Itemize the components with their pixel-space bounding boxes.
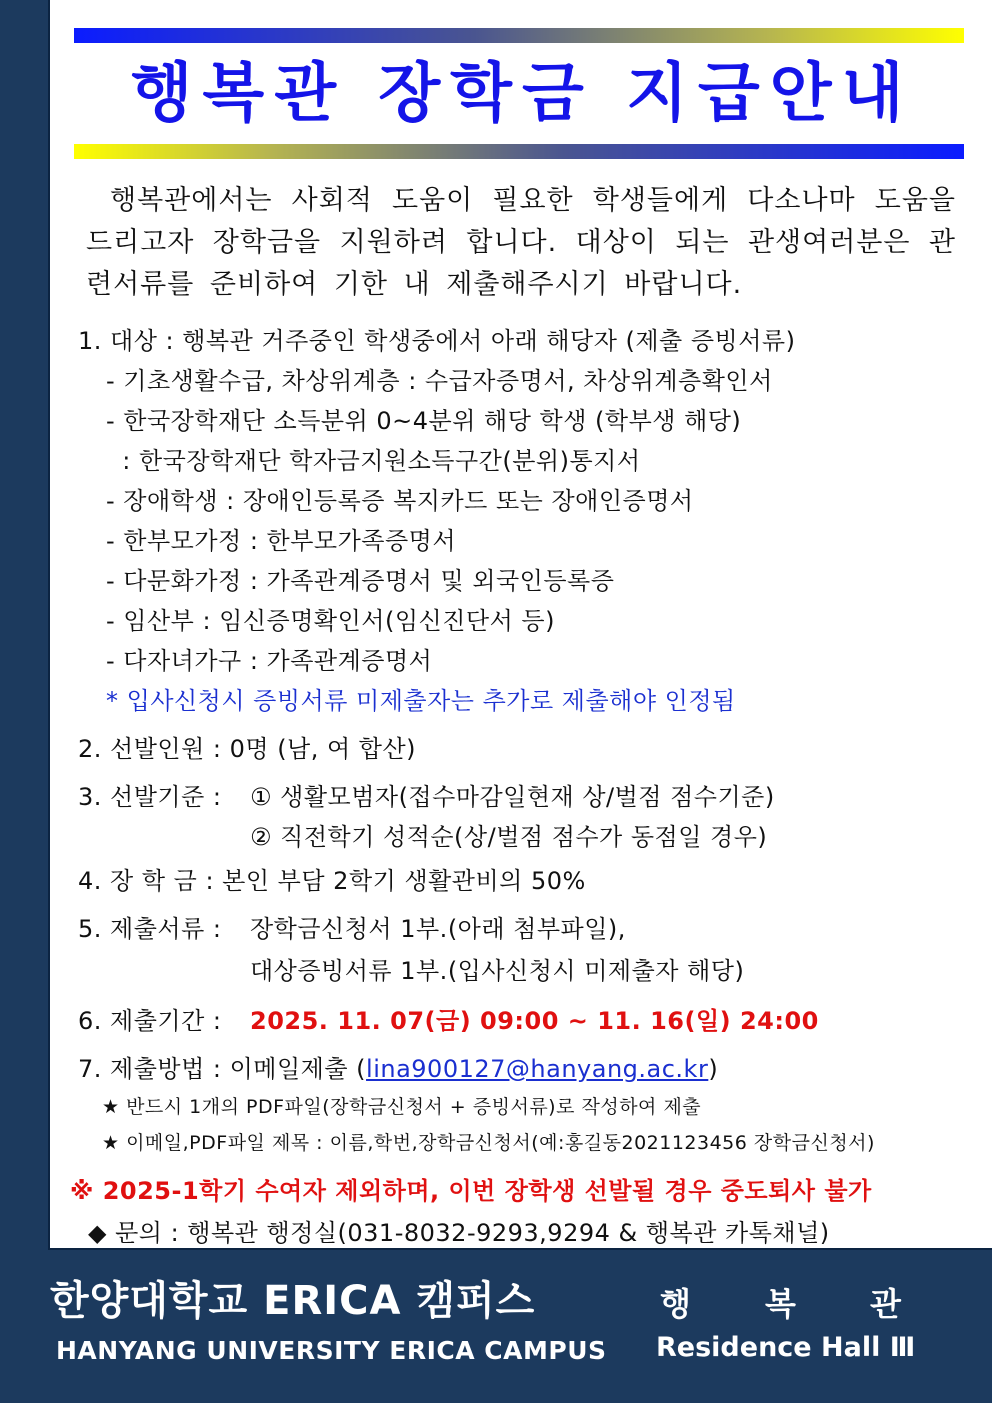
method-line — [78, 1052, 718, 1086]
top-gradient-bar — [74, 28, 964, 43]
criteria-label: 3. 선발기준 : — [78, 783, 222, 811]
intro-paragraph: 행복관에서는 사회적 도움이 필요한 학생들에게 다소나마 도움을 드리고자 장학금을 지원하려 합니다. 대상이 되는 관생여러분은 관련서류를 준비하여 기한 내 제출해주시기 바랍니다. — [86, 185, 956, 300]
target-note: * 입사신청시 증빙서류 미제출자는 추가로 제출해야 인정됨 — [106, 687, 736, 715]
criteria-item: ① 생활모범자(접수마감일현재 상/벌점 점수기준) — [250, 783, 775, 811]
target-heading: 1. 대상 : 행복관 거주중인 학생중에서 아래 해당자 (제출 증빙서류) — [78, 327, 796, 355]
target-item: : 한국장학재단 학자금지원소득구간(분위)통지서 — [106, 447, 641, 475]
docs-item: 장학금신청서 1부.(아래 첨부파일), — [250, 915, 626, 943]
target-item: - 기초생활수급, 차상위계층 : 수급자증명서, 차상위계층확인서 — [106, 367, 773, 395]
target-item: - 임산부 : 임신증명확인서(임신진단서 등) — [106, 607, 555, 635]
method-close: ) — [708, 1055, 719, 1083]
hall-char: 행 — [660, 1285, 691, 1323]
university-name-en: HANYANG UNIVERSITY ERICA CAMPUS — [56, 1336, 607, 1365]
hall-char: 복 — [765, 1285, 796, 1323]
target-item: - 한국장학재단 소득분위 0~4분위 해당 학생 (학부생 해당) — [106, 407, 742, 435]
docs-item: 대상증빙서류 1부.(입사신청시 미제출자 해당) — [250, 957, 745, 985]
contact-info: ◆ 문의 : 행복관 행정실(031-8032-9293,9294 & 행복관 카톡채널) — [88, 1219, 830, 1247]
docs-label: 5. 제출서류 : — [78, 915, 222, 943]
selection-count: 2. 선발인원 : 0명 (남, 여 합산) — [78, 735, 417, 763]
university-name-ko: 한양대학교 ERICA 캠퍼스 — [50, 1278, 536, 1324]
bottom-gradient-bar — [74, 144, 964, 159]
target-item: - 한부모가정 : 한부모가족증명서 — [106, 527, 457, 555]
notice-paper — [48, 0, 992, 1250]
hall-name-ko — [660, 1284, 901, 1324]
target-item: - 장애학생 : 장애인등록증 복지카드 또는 장애인증명서 — [106, 487, 694, 515]
period-value: 2025. 11. 07(금) 09:00 ~ 11. 16(일) 24:00 — [250, 1007, 819, 1035]
method-note: ★ 이메일,PDF파일 제목 : 이름,학번,장학금신청서(예:홍길동2021123456 장학금신청서) — [102, 1132, 875, 1154]
method-label: 7. 제출방법 : 이메일제출 ( — [78, 1055, 367, 1083]
warning-notice: ※ 2025-1학기 수여자 제외하며, 이번 장학생 선발될 경우 중도퇴사 불가 — [70, 1177, 872, 1205]
hall-name-en: Residence Hall Ⅲ — [656, 1332, 916, 1363]
target-item: - 다문화가정 : 가족관계증명서 및 외국인등록증 — [106, 567, 615, 595]
email-link[interactable]: lina900127@hanyang.ac.kr — [366, 1055, 709, 1083]
hall-char: 관 — [870, 1285, 901, 1323]
method-note: ★ 반드시 1개의 PDF파일(장학금신청서 + 증빙서류)로 작성하여 제출 — [102, 1096, 702, 1118]
period-label: 6. 제출기간 : — [78, 1007, 222, 1035]
page-title: 행복관 장학금 지급안내 — [130, 57, 914, 131]
criteria-item: ② 직전학기 성적순(상/벌점 점수가 동점일 경우) — [250, 823, 768, 851]
target-item: - 다자녀가구 : 가족관계증명서 — [106, 647, 433, 675]
scholarship-amount: 4. 장 학 금 : 본인 부담 2학기 생활관비의 50% — [78, 867, 586, 895]
